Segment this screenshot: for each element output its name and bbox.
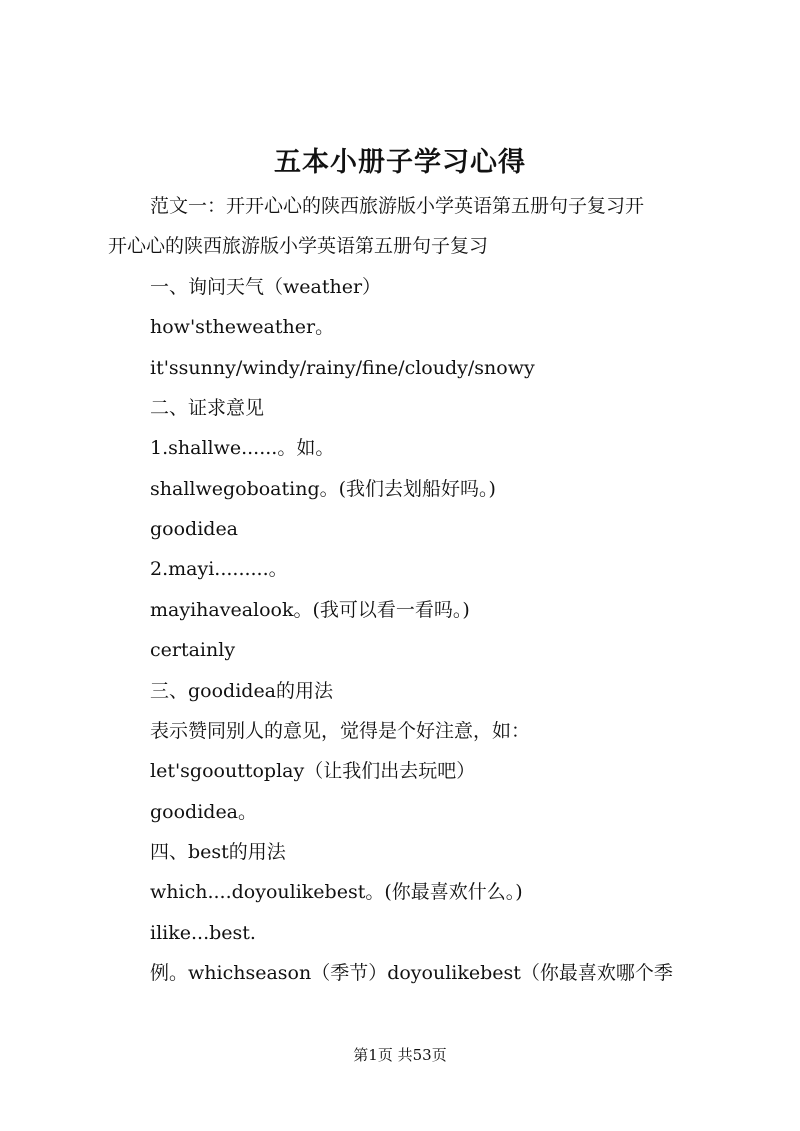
paragraph-line: let'sgoouttoplay（让我们出去玩吧） — [150, 760, 476, 782]
document-title: 五本小册子学习心得 — [274, 147, 526, 178]
paragraph-line: shallwegoboating。(我们去划船好吗。) — [150, 478, 496, 500]
paragraph-line: 范文一：开开心心的陕西旅游版小学英语第五册句子复习开 — [150, 195, 645, 217]
paragraph-line: which....doyoulikebest。(你最喜欢什么。) — [150, 881, 523, 903]
section-heading: 四、best的用法 — [150, 841, 286, 863]
paragraph-line: how'stheweather。 — [150, 316, 335, 338]
paragraph-line: 例。whichseason（季节）doyoulikebest（你最喜欢哪个季 — [150, 962, 673, 984]
paragraph-line: ilike...best. — [150, 922, 256, 944]
paragraph-line: 表示赞同别人的意见，觉得是个好注意，如： — [150, 720, 531, 742]
paragraph-line: certainly — [150, 639, 236, 661]
paragraph-line: it'ssunny/windy/rainy/fine/cloudy/snowy — [150, 357, 535, 379]
paragraph-line: 2.mayi.........。 — [150, 558, 288, 580]
section-heading: 二、证求意见 — [150, 397, 265, 419]
paragraph-line: goodidea — [150, 518, 239, 540]
paragraph-line: 开心心的陕西旅游版小学英语第五册句子复习 — [108, 235, 489, 257]
section-heading: 一、询问天气（weather） — [150, 276, 382, 298]
page-footer: 第1页 共53页 — [353, 1046, 447, 1064]
paragraph-line: 1.shallwe......。如。 — [150, 437, 335, 459]
section-heading: 三、goodidea的用法 — [150, 680, 334, 702]
paragraph-line: mayihavealook。(我可以看一看吗。) — [150, 599, 470, 621]
paragraph-line: goodidea。 — [150, 801, 258, 823]
